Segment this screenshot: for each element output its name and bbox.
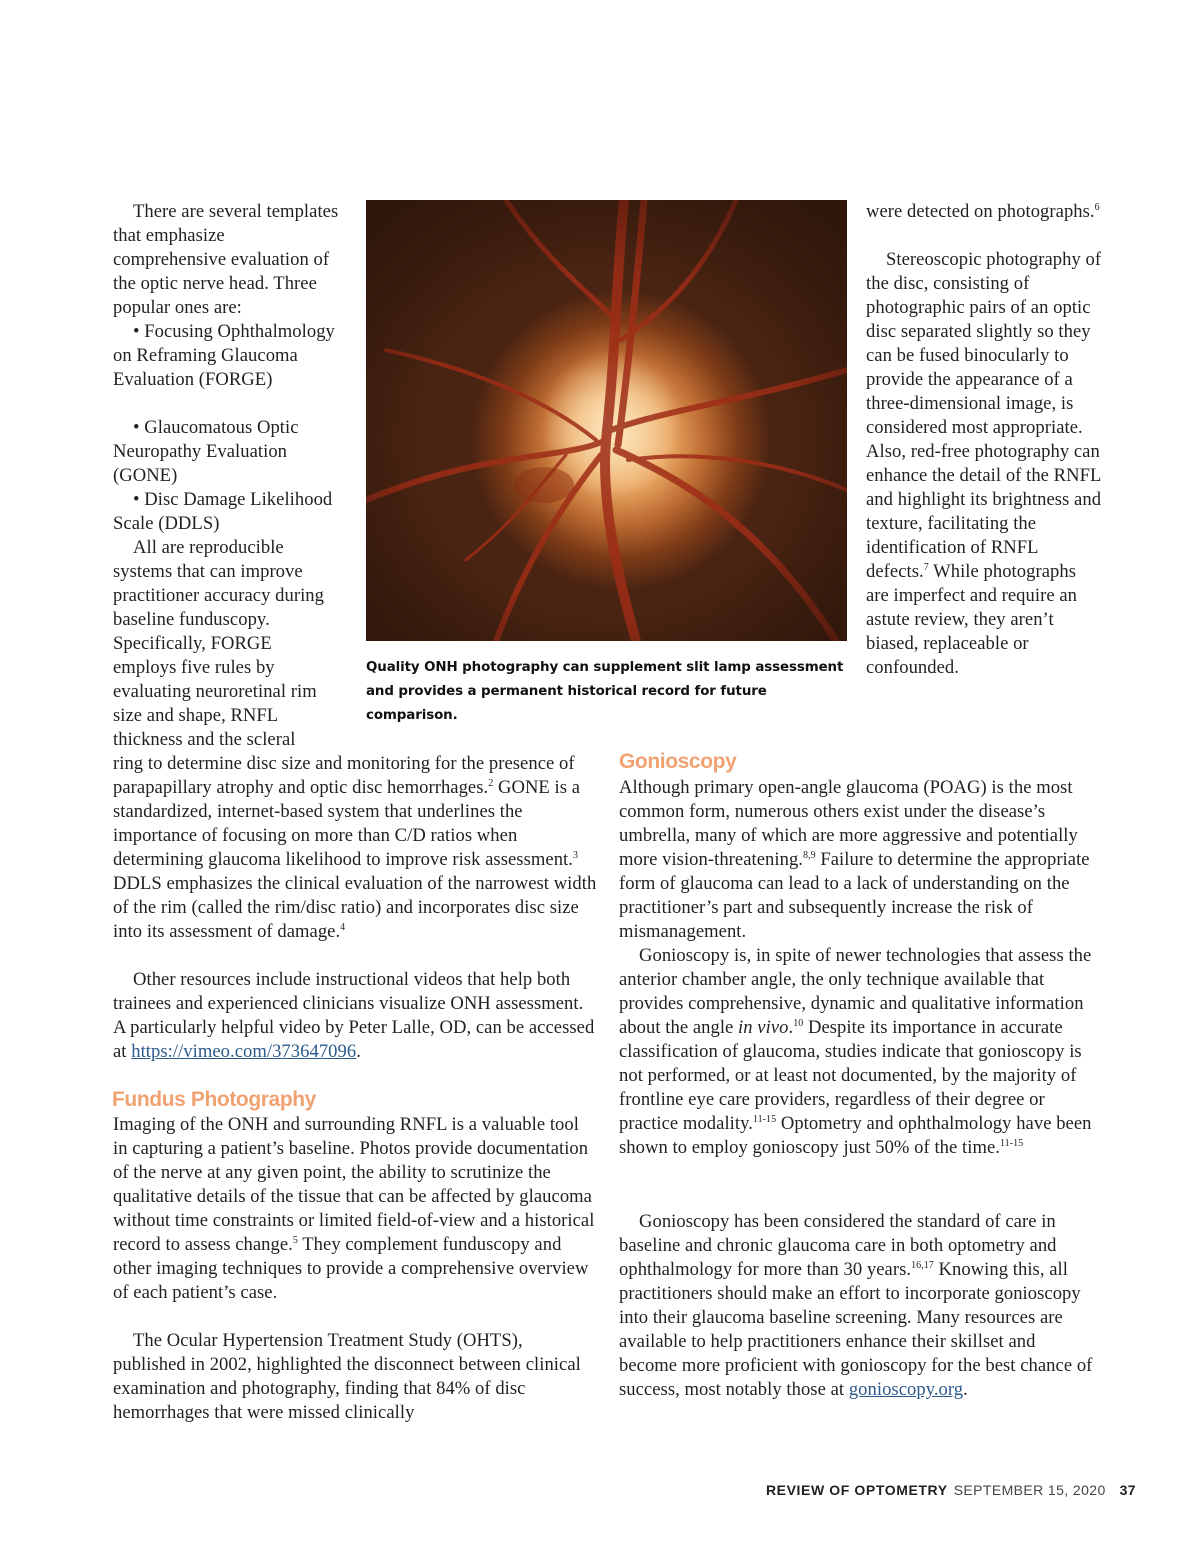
imaging-paragraph: Imaging of the ONH and surrounding RNFL is a valuable tool in capturing a patient’s baseline. Photos provide documentation of the nerve at any given point, the ability to scrutinize the qualitative details of the tissue that can be affected by glaucoma without time constraints or limited field-of-view and a historical record to assess change.$^5$ They complement funduscopy and other imaging techniques to provide a comprehensive overview of each patient’s case. [113, 1114, 595, 1303]
ref-8-9: 8,9 [803, 850, 816, 861]
ref-11-15-b: 11-15 [999, 1138, 1024, 1149]
ref-10: 10 [793, 1018, 804, 1029]
ring-paragraph: ring to determine disc size and monitoring for the presence of parapapillary atrophy and optic disc hemorrhages.$^2$ GONE is a standardized, internet-based system that underlines the importance of focusing on more than C/D ratios when determining glaucoma likelihood to improve risk assessment.$^3$ DDLS emphasizes the clinical evaluation of the narrowest width of the rim (called the rim/disc ratio) and incorporates disc size into its assessment of damage.$^4$ [113, 753, 597, 942]
magazine-name: REVIEW OF OPTOMETRY [765, 1482, 948, 1498]
detected-paragraph: were detected on photographs.$^6$ [866, 201, 1100, 222]
fundus-photography-heading: Fundus Photography [112, 1088, 316, 1111]
ref-11-15: 11-15 [752, 1114, 777, 1125]
ref-6: 6 [1094, 202, 1100, 213]
ref-3: 3 [572, 850, 579, 861]
optic-disc-photo [366, 200, 847, 641]
reproducible-paragraph: All are reproducible systems that can improve practitioner accuracy during baseline funduscopy. Specifically, FORGE employs five rules by evaluating neuroretinal rim size and shape, RNFL thickness and the scleral [113, 537, 324, 750]
gonioscopy-paragraph-3: Gonioscopy has been considered the standard of care in baseline and chronic glaucoma care in both optometry and ophthalmology for more than 30 years.$^{16,17}$ Knowing this, all practitioners should make an effort to incorporate gonioscopy into their glaucoma baseline screening. Many resources are available to help practitioners enhance their skillset and become more proficient with gonioscopy for the best chance of success, most notably those at gonioscopy.org. [619, 1211, 1093, 1400]
ref-4: 4 [340, 922, 346, 933]
issue-date: SEPTEMBER 15, 2020 [953, 1482, 1106, 1498]
ref-2: 2 [488, 778, 494, 789]
in-vivo-italic: in vivo [738, 1017, 789, 1038]
page-number: 37 [1119, 1482, 1136, 1498]
ref-16-17: 16,17 [911, 1260, 934, 1271]
gonioscopy-paragraph-1: Although primary open-angle glaucoma (POAG) is the most common form, numerous others exist under the disease’s umbrella, many of which are more aggressive and potentially more vision-threatening.$^{8,9}$ Failure to determine the appropriate form of glaucoma can lead to a lack of understanding on the practitioner’s part and subsequently increase the risk of mismanagement. [619, 777, 1090, 942]
vimeo-video-link[interactable]: https://vimeo.com/373647096 [131, 1041, 357, 1062]
other-resources-paragraph: Other resources include instructional videos that help both trainees and experienced clinicians visualize ONH assessment. A particularly helpful video by Peter Lalle, OD, can be accessed at https://vimeo.com/373647096. [113, 969, 595, 1062]
ref-7: 7 [923, 562, 929, 573]
ohts-paragraph: The Ocular Hypertension Treatment Study (OHTS), published in 2002, highlighted the disconnect between clinical examination and photography, finding that 84% of disc hemorrhages that were missed clinically [113, 1330, 581, 1423]
bullet-ddls: • Disc Damage Likelihood Scale (DDLS) [113, 489, 333, 534]
bullet-gone: • Glaucomatous Optic Neuropathy Evaluation (GONE) [113, 417, 299, 486]
figure-caption: Quality ONH photography can supplement slit lamp assessment and provides a permanent historical record for future comparison. [366, 660, 844, 723]
gonioscopy-paragraph-2: Gonioscopy is, in spite of newer technologies that assess the anterior chamber angle, the only technique available that provides comprehensive, dynamic and qualitative information about the angle in vivo.$^{10}$ Despite its importance in accurate classification of glaucoma, studies indicate that gonioscopy is not performed, or at least not documented, by the majority of frontline eye care providers, regardless of their degree or practice modality.$^{11-15}$ Optometry and ophthalmology have been shown to employ gonioscopy just 50% of the time.$^{11-15}$ [619, 945, 1092, 1158]
intro-paragraph: There are several templates that emphasize comprehensive evaluation of the optic nerve head. Three popular ones are: [113, 201, 339, 318]
retinal-vessels-graphic [366, 200, 847, 641]
stereoscopic-paragraph: Stereoscopic photography of the disc, consisting of photographic pairs of an optic disc separated slightly so they can be fused binocularly to provide the appearance of a three-dimensional image, is considered most appropriate. Also, red-free photography can enhance the detail of the RNFL and highlight its brightness and texture, facilitating the identification of RNFL defects.$^7$ While photographs are imperfect and require an astute review, they aren’t biased, replaceable or confounded. [866, 249, 1102, 678]
gonioscopy-org-link[interactable]: gonioscopy.org [848, 1379, 964, 1400]
page-footer [766, 1481, 1136, 1499]
bullet-forge: • Focusing Ophthalmology on Reframing Glaucoma Evaluation (FORGE) [113, 321, 335, 390]
ref-5: 5 [292, 1235, 298, 1246]
gonioscopy-heading: Gonioscopy [619, 750, 737, 773]
